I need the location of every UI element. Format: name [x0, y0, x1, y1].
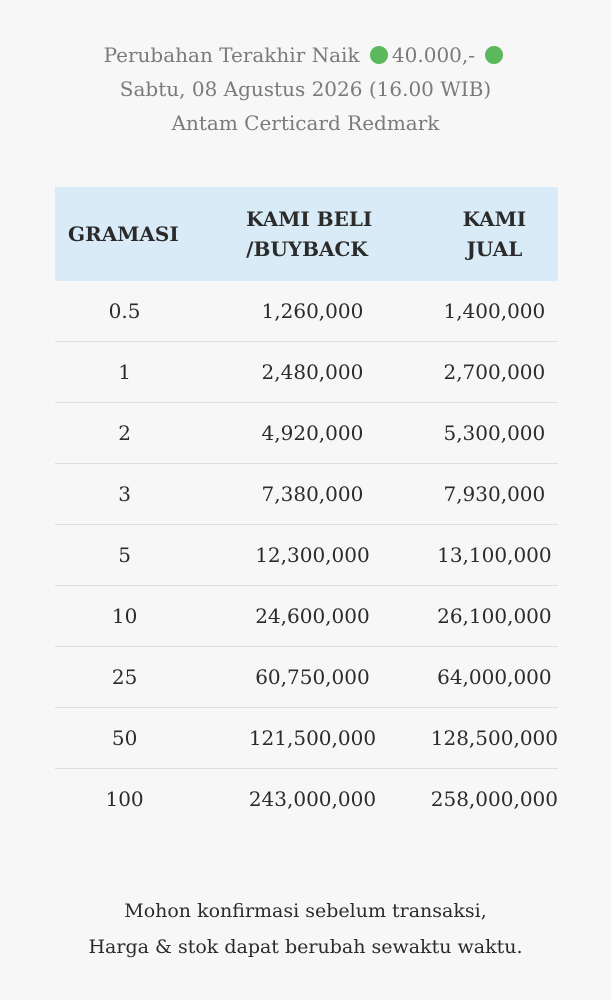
buyback-price-cell: 60,750,000: [194, 647, 431, 708]
sell-price-cell: 5,300,000: [431, 403, 558, 464]
change-amount: 40.000,-: [391, 43, 476, 67]
table-row: [55, 586, 558, 647]
column-header-buyback: [194, 187, 431, 281]
column-header-gramasi: GRAMASI: [55, 187, 194, 281]
price-table-body: [55, 281, 558, 829]
disclaimer: [0, 893, 611, 965]
disclaimer-line2: Harga & stok dapat berubah sewaktu waktu.: [88, 936, 523, 958]
disclaimer-line1: Mohon konfirmasi sebelum transaksi,: [124, 900, 487, 922]
table-row: [55, 342, 558, 403]
table-header-row: [55, 187, 558, 281]
sell-price-cell: 26,100,000: [431, 586, 558, 647]
sell-price-cell: 1,400,000: [431, 281, 558, 342]
buyback-header-line2: /BUYBACK: [246, 237, 368, 261]
gram-cell: 25: [55, 647, 194, 708]
sell-price-cell: 7,930,000: [431, 464, 558, 525]
table-row: [55, 403, 558, 464]
table-row: [55, 525, 558, 586]
sell-price-cell: 13,100,000: [431, 525, 558, 586]
update-date: Sabtu, 08 Agustus 2026 (16.00 WIB): [119, 77, 492, 101]
gram-cell: 5: [55, 525, 194, 586]
change-prefix: Perubahan Terakhir Naik: [103, 43, 360, 67]
sell-price-cell: 258,000,000: [430, 787, 558, 811]
price-change-header: [0, 38, 611, 140]
table-row: [55, 769, 558, 830]
sell-price-cell: 128,500,000: [431, 708, 558, 769]
buyback-price-cell: 24,600,000: [194, 586, 431, 647]
table-row: [55, 281, 558, 342]
table-row: [55, 708, 558, 769]
gram-cell: 1: [55, 342, 194, 403]
buyback-price-cell: 12,300,000: [194, 525, 431, 586]
buyback-price-cell: 243,000,000: [248, 787, 377, 811]
table-row: [55, 464, 558, 525]
gram-cell: 3: [55, 464, 194, 525]
buyback-header-line1: KAMI BELI: [246, 207, 373, 231]
product-name: Antam Certicard Redmark: [171, 111, 440, 135]
sell-price-cell: 2,700,000: [431, 342, 558, 403]
sell-price-cell: 64,000,000: [431, 647, 558, 708]
green-dot-icon: [485, 46, 503, 64]
column-header-sell: KAMI JUAL: [431, 187, 558, 281]
gram-cell: 100: [105, 787, 144, 811]
buyback-price-cell: 1,260,000: [194, 281, 431, 342]
gram-cell: 0.5: [55, 281, 194, 342]
buyback-price-cell: 2,480,000: [194, 342, 431, 403]
green-dot-icon: [370, 46, 388, 64]
buyback-price-cell: 121,500,000: [194, 708, 431, 769]
price-change-line: [0, 38, 611, 72]
table-row: [55, 647, 558, 708]
buyback-price-cell: 4,920,000: [194, 403, 431, 464]
buyback-price-cell: 7,380,000: [194, 464, 431, 525]
price-table: [55, 187, 558, 829]
gram-cell: 10: [55, 586, 194, 647]
gram-cell: 2: [55, 403, 194, 464]
gram-cell: 50: [55, 708, 194, 769]
